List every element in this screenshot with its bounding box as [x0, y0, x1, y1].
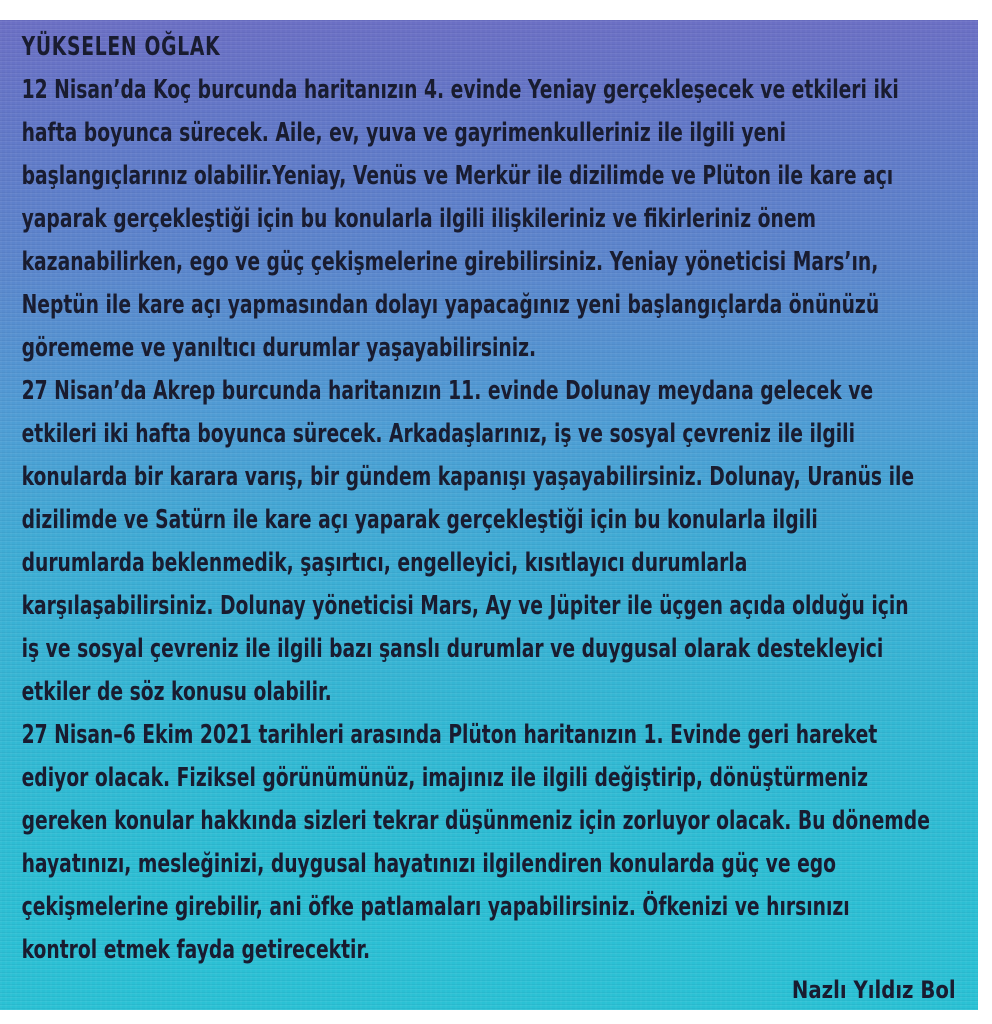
body-line: Neptün ile kare açı yapmasından dolayı yapacağınız yeni başlangıçlarda önünüzü	[21, 290, 880, 320]
author-signature: Nazlı Yıldız Bol	[792, 976, 956, 1004]
body-line: hafta boyunca sürecek. Aile, ev, yuva ve gayrimenkulleriniz ile ilgili yeni	[21, 118, 787, 148]
body-line: hayatınızı, mesleğinizi, duygusal hayatınızı ilgilendiren konularda güç ve ego	[21, 849, 837, 879]
body-line: etkileri iki hafta boyunca sürecek. Arkadaşlarınız, iş ve sosyal çevreniz ile ilgili	[21, 419, 855, 449]
body-line: yaparak gerçekleştiği için bu konularla ilgili ilişkileriniz ve fikirleriniz önem	[21, 204, 817, 234]
horoscope-text-block	[0, 26, 978, 972]
gradient-artboard	[0, 20, 978, 1010]
body-line: 27 Nisan’da Akrep burcunda haritanızın 11. evinde Dolunay meydana gelecek ve	[21, 376, 874, 406]
body-line: kontrol etmek fayda getirecektir.	[21, 935, 371, 965]
body-line: 27 Nisan–6 Ekim 2021 tarihleri arasında Plüton haritanızın 1. Evinde geri hareket	[21, 720, 878, 750]
body-line: ediyor olacak. Fiziksel görünümünüz, imajınız ile ilgili değiştirip, dönüştürmeniz	[21, 763, 868, 793]
body-line: konularda bir karara varış, bir gündem kapanışı yaşayabilirsiniz. Dolunay, Uranüs ile	[21, 462, 915, 492]
body-line: durumlarda beklenmedik, şaşırtıcı, engelleyici, kısıtlayıcı durumlarla	[21, 548, 748, 578]
body-line: iş ve sosyal çevreniz ile ilgili bazı şanslı durumlar ve duygusal olarak destekleyici	[21, 634, 884, 664]
body-line: kazanabilirken, ego ve güç çekişmelerine girebilirsiniz. Yeniay yöneticisi Mars’ın,	[21, 247, 879, 277]
body-line: 12 Nisan’da Koç burcunda haritanızın 4. evinde Yeniay gerçekleşecek ve etkileri iki	[21, 75, 899, 105]
body-line: etkiler de söz konusu olabilir.	[21, 677, 332, 707]
body-line: dizilimde ve Satürn ile kare açı yaparak gerçekleştiği için bu konularla ilgili	[21, 505, 818, 535]
body-line: başlangıçlarınız olabilir.Yeniay, Venüs ve Merkür ile dizilimde ve Plüton ile kare açı	[21, 161, 894, 191]
body-line: karşılaşabilirsiniz. Dolunay yöneticisi Mars, Ay ve Jüpiter ile üçgen açıda olduğu için	[21, 591, 909, 621]
body-line: gereken konular hakkında sizleri tekrar düşünmeniz için zorluyor olacak. Bu dönemde	[21, 806, 930, 836]
body-line: görememe ve yanıltıcı durumlar yaşayabilirsiniz.	[21, 333, 537, 363]
body-line: çekişmelerine girebilir, ani öfke patlamaları yapabilirsiniz. Öfkenizi ve hırsınızı	[21, 892, 850, 922]
page-title: YÜKSELEN OĞLAK	[21, 32, 221, 62]
